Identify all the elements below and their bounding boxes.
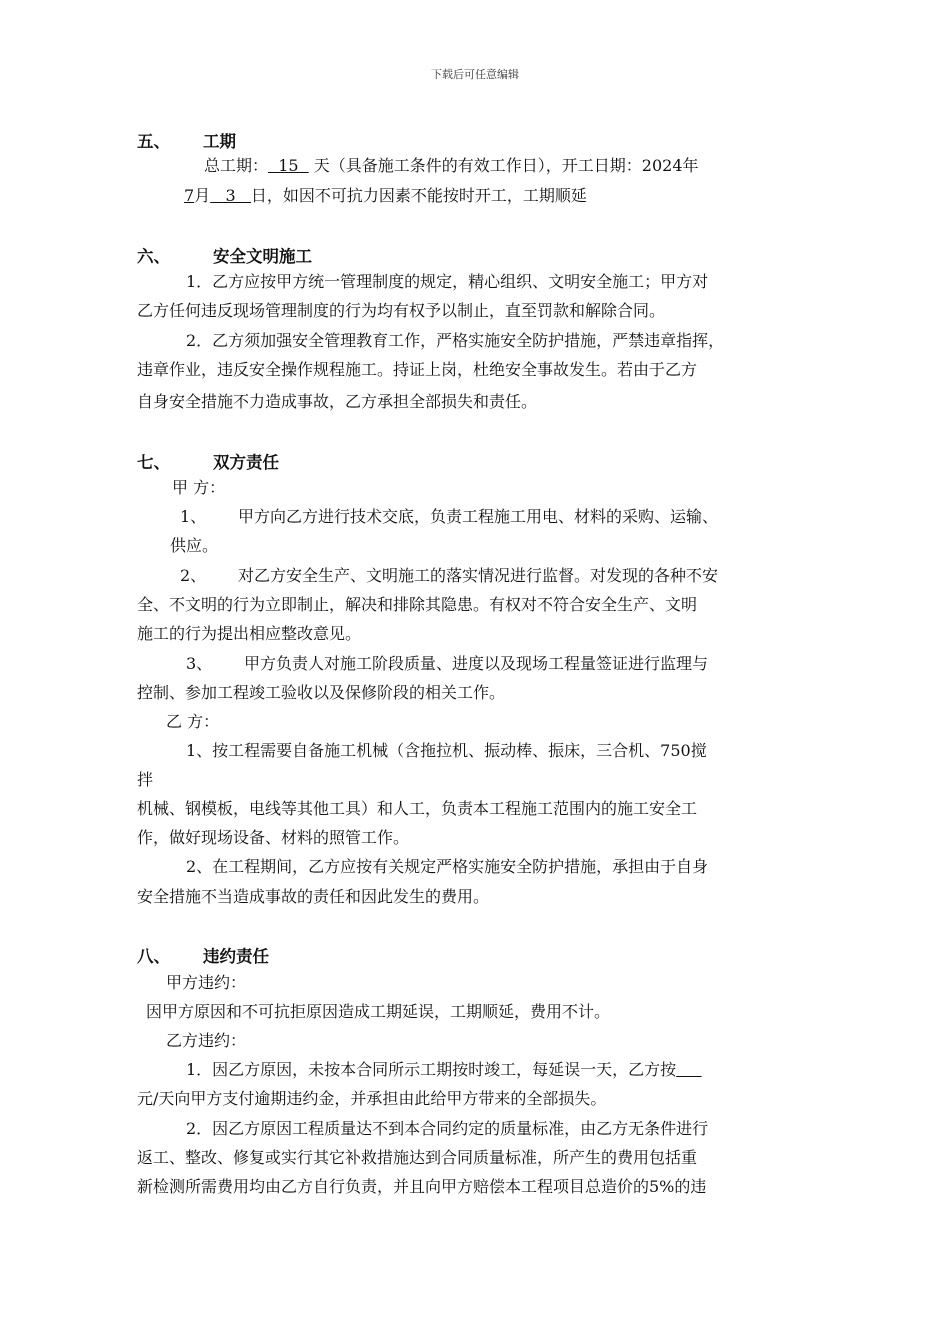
paragraph-line: 违章作业，违反安全操作规程施工。持证上岗，杜绝安全事故发生。若由于乙方: [137, 360, 698, 379]
paragraph-line: 甲方向乙方进行技术交底，负责工程施工用电、材料的采购、运输、: [238, 507, 719, 526]
paragraph-line: 对乙方安全生产、文明施工的落实情况进行监督。对发现的各种不安: [238, 566, 719, 585]
section-number: 五、: [137, 132, 170, 151]
page-header: 下载后可任意编辑: [431, 68, 519, 81]
section-number: 八、: [137, 947, 170, 966]
party-label: 甲 方：: [172, 478, 226, 497]
section-title: 安全文明施工: [213, 247, 312, 266]
paragraph-line: [184, 186, 587, 206]
paragraph-line: 元/天向甲方支付逾期违约金，并承担由此给甲方带来的全部损失。: [137, 1089, 607, 1108]
blank-field: 15: [268, 156, 309, 175]
paragraph-line: [204, 156, 699, 176]
blank-field: [676, 1060, 701, 1079]
blank-field: 7: [184, 186, 195, 205]
text: 天（具备施工条件的有效工作日），开工日期：2024年: [308, 156, 699, 175]
paragraph-line: 返工、整改、修复或实行其它补救措施达到合同质量标准，所产生的费用包括重: [137, 1148, 698, 1167]
paragraph-line: 新检测所需费用均由乙方自行负责，并且向甲方赔偿本工程项目总造价的5%的违: [137, 1177, 707, 1196]
section-number: 六、: [137, 247, 170, 266]
text: 总工期：: [204, 156, 269, 175]
text: 1．因乙方原因，未按本合同所示工期按时竣工，每延误一天，乙方按: [186, 1060, 677, 1079]
paragraph-line: 控制、参加工程竣工验收以及保修阶段的相关工作。: [137, 683, 506, 702]
party-label: 乙方违约：: [166, 1031, 247, 1050]
list-number: 2、: [180, 566, 207, 585]
paragraph-line: 甲方负责人对施工阶段质量、进度以及现场工程量签证进行监理与: [244, 654, 709, 673]
paragraph-line: 1．乙方应按甲方统一管理制度的规定，精心组织、文明安全施工；甲方对: [186, 272, 709, 291]
paragraph-line: 作，做好现场设备、材料的照管工作。: [137, 828, 410, 847]
paragraph-line: 2．因乙方原因工程质量达不到本合同约定的质量标准，由乙方无条件进行: [186, 1119, 709, 1138]
list-number: 1、: [180, 507, 207, 526]
paragraph-line: 拌: [137, 770, 154, 789]
paragraph-line: 2、在工程期间，乙方应按有关规定严格实施安全防护措施，承担由于自身: [186, 857, 709, 876]
section-title: 双方责任: [213, 453, 279, 472]
party-label: 乙 方：: [166, 712, 220, 731]
paragraph-line: 施工的行为提出相应整改意见。: [137, 624, 362, 643]
section-number: 七、: [137, 453, 170, 472]
section-title: 工期: [203, 132, 236, 151]
list-number: 3、: [186, 654, 213, 673]
paragraph-line: 乙方任何违反现场管理制度的行为均有权予以制止，直至罚款和解除合同。: [137, 301, 666, 320]
paragraph-line: 供应。: [170, 536, 219, 555]
paragraph-line: 1、按工程需要自备施工机械（含拖拉机、振动棒、振床，三合机、750搅: [186, 741, 707, 760]
paragraph-line: 全、不文明的行为立即制止，解决和排除其隐患。有权对不符合安全生产、文明: [137, 595, 698, 614]
paragraph-line: 2．乙方须加强安全管理教育工作，严格实施安全防护措施，严禁违章指挥，: [186, 331, 725, 350]
paragraph-line: [186, 1060, 702, 1080]
text: 月: [194, 186, 211, 205]
paragraph-line: 机械、钢模板，电线等其他工具）和人工，负责本工程施工范围内的施工安全工: [137, 799, 698, 818]
blank-field: 3: [210, 186, 251, 205]
text: 日，如因不可抗力因素不能按时开工，工期顺延: [250, 186, 587, 205]
section-title: 违约责任: [203, 947, 269, 966]
paragraph-line: 因甲方原因和不可抗拒原因造成工期延误，工期顺延，费用不计。: [146, 1002, 611, 1021]
paragraph-line: 自身安全措施不力造成事故，乙方承担全部损失和责任。: [137, 392, 538, 411]
party-label: 甲方违约：: [166, 973, 247, 992]
paragraph-line: 安全措施不当造成事故的责任和因此发生的费用。: [137, 887, 490, 906]
